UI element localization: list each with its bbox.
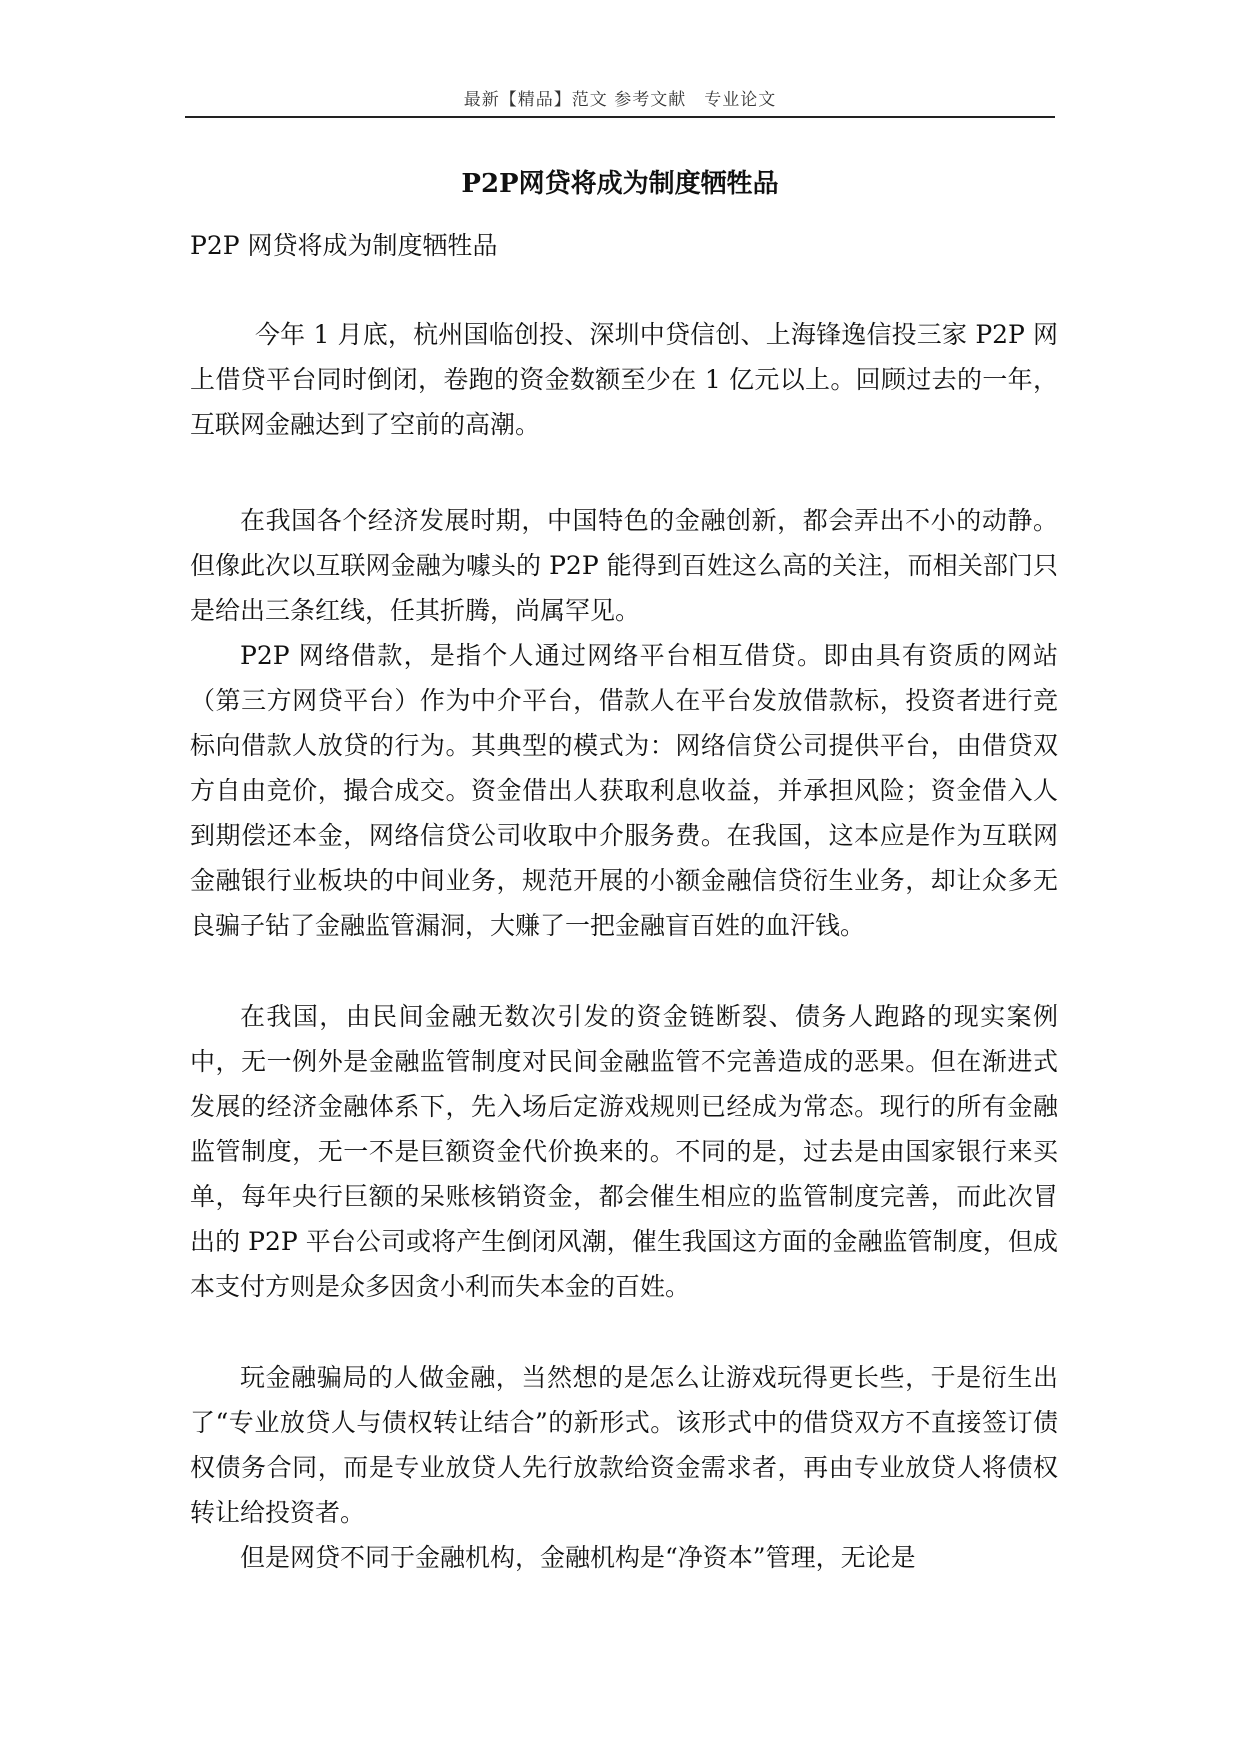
paragraph-6: 但是网贷不同于金融机构，金融机构是“净资本”管理，无论是	[240, 1543, 916, 1572]
paragraph-4: 在我国，由民间金融无数次引发的资金链断裂、债务人跑路的现实案例中，无一例外是金融监管制度对民间金融监管不完善造成的恶果。但在渐进式发展的经济金融体系下，先入场后定游戏规则已经成为常态。现行的所有金融监管制度，无一不是巨额资金代价换来的。不同的是，过去是由国家银行来买单，每年央行巨额的呆账核销资金，都会催生相应的监管制度完善，而此次冒出的 P2P 平台公司或将产生倒闭风潮，催生我国这方面的金融监管制度，但成本支付方则是众多因贪小利而失本金的百姓。	[190, 1002, 1058, 1301]
document-subtitle: P2P 网贷将成为制度牺牲品	[190, 231, 498, 260]
paragraph-2: 在我国各个经济发展时期，中国特色的金融创新，都会弄出不小的动静。但像此次以互联网金融为噱头的 P2P 能得到百姓这么高的关注，而相关部门只是给出三条红线，任其折腾，尚属罕见。	[190, 506, 1058, 625]
paragraph-5: 玩金融骗局的人做金融，当然想的是怎么让游戏玩得更长些，于是衍生出了“专业放贷人与债权转让结合”的新形式。该形式中的借贷双方不直接签订债权债务合同，而是专业放贷人先行放款给资金需求者，再由专业放贷人将债权转让给投资者。	[190, 1363, 1058, 1527]
paragraph-3: P2P 网络借款，是指个人通过网络平台相互借贷。即由具有资质的网站（第三方网贷平台）作为中介平台，借款人在平台发放借款标，投资者进行竞标向借款人放贷的行为。其典型的模式为：网络信贷公司提供平台，由借贷双方自由竞价，撮合成交。资金借出人获取利息收益，并承担风险；资金借入人到期偿还本金，网络信贷公司收取中介服务费。在我国，这本应是作为互联网金融银行业板块的中间业务，规范开展的小额金融信贷衍生业务，却让众多无良骗子钻了金融监管漏洞，大赚了一把金融盲百姓的血汗钱。	[190, 641, 1058, 940]
header-divider	[185, 116, 1055, 118]
document-title: P2P网贷将成为制度牺牲品	[461, 169, 779, 199]
paragraph-1: 今年 1 月底，杭州国临创投、深圳中贷信创、上海锋逸信投三家 P2P 网上借贷平台同时倒闭，卷跑的资金数额至少在 1 亿元以上。回顾过去的一年，互联网金融达到了空前的高潮。	[190, 320, 1058, 439]
page-header: 最新【精品】范文 参考文献 专业论文	[463, 90, 777, 110]
